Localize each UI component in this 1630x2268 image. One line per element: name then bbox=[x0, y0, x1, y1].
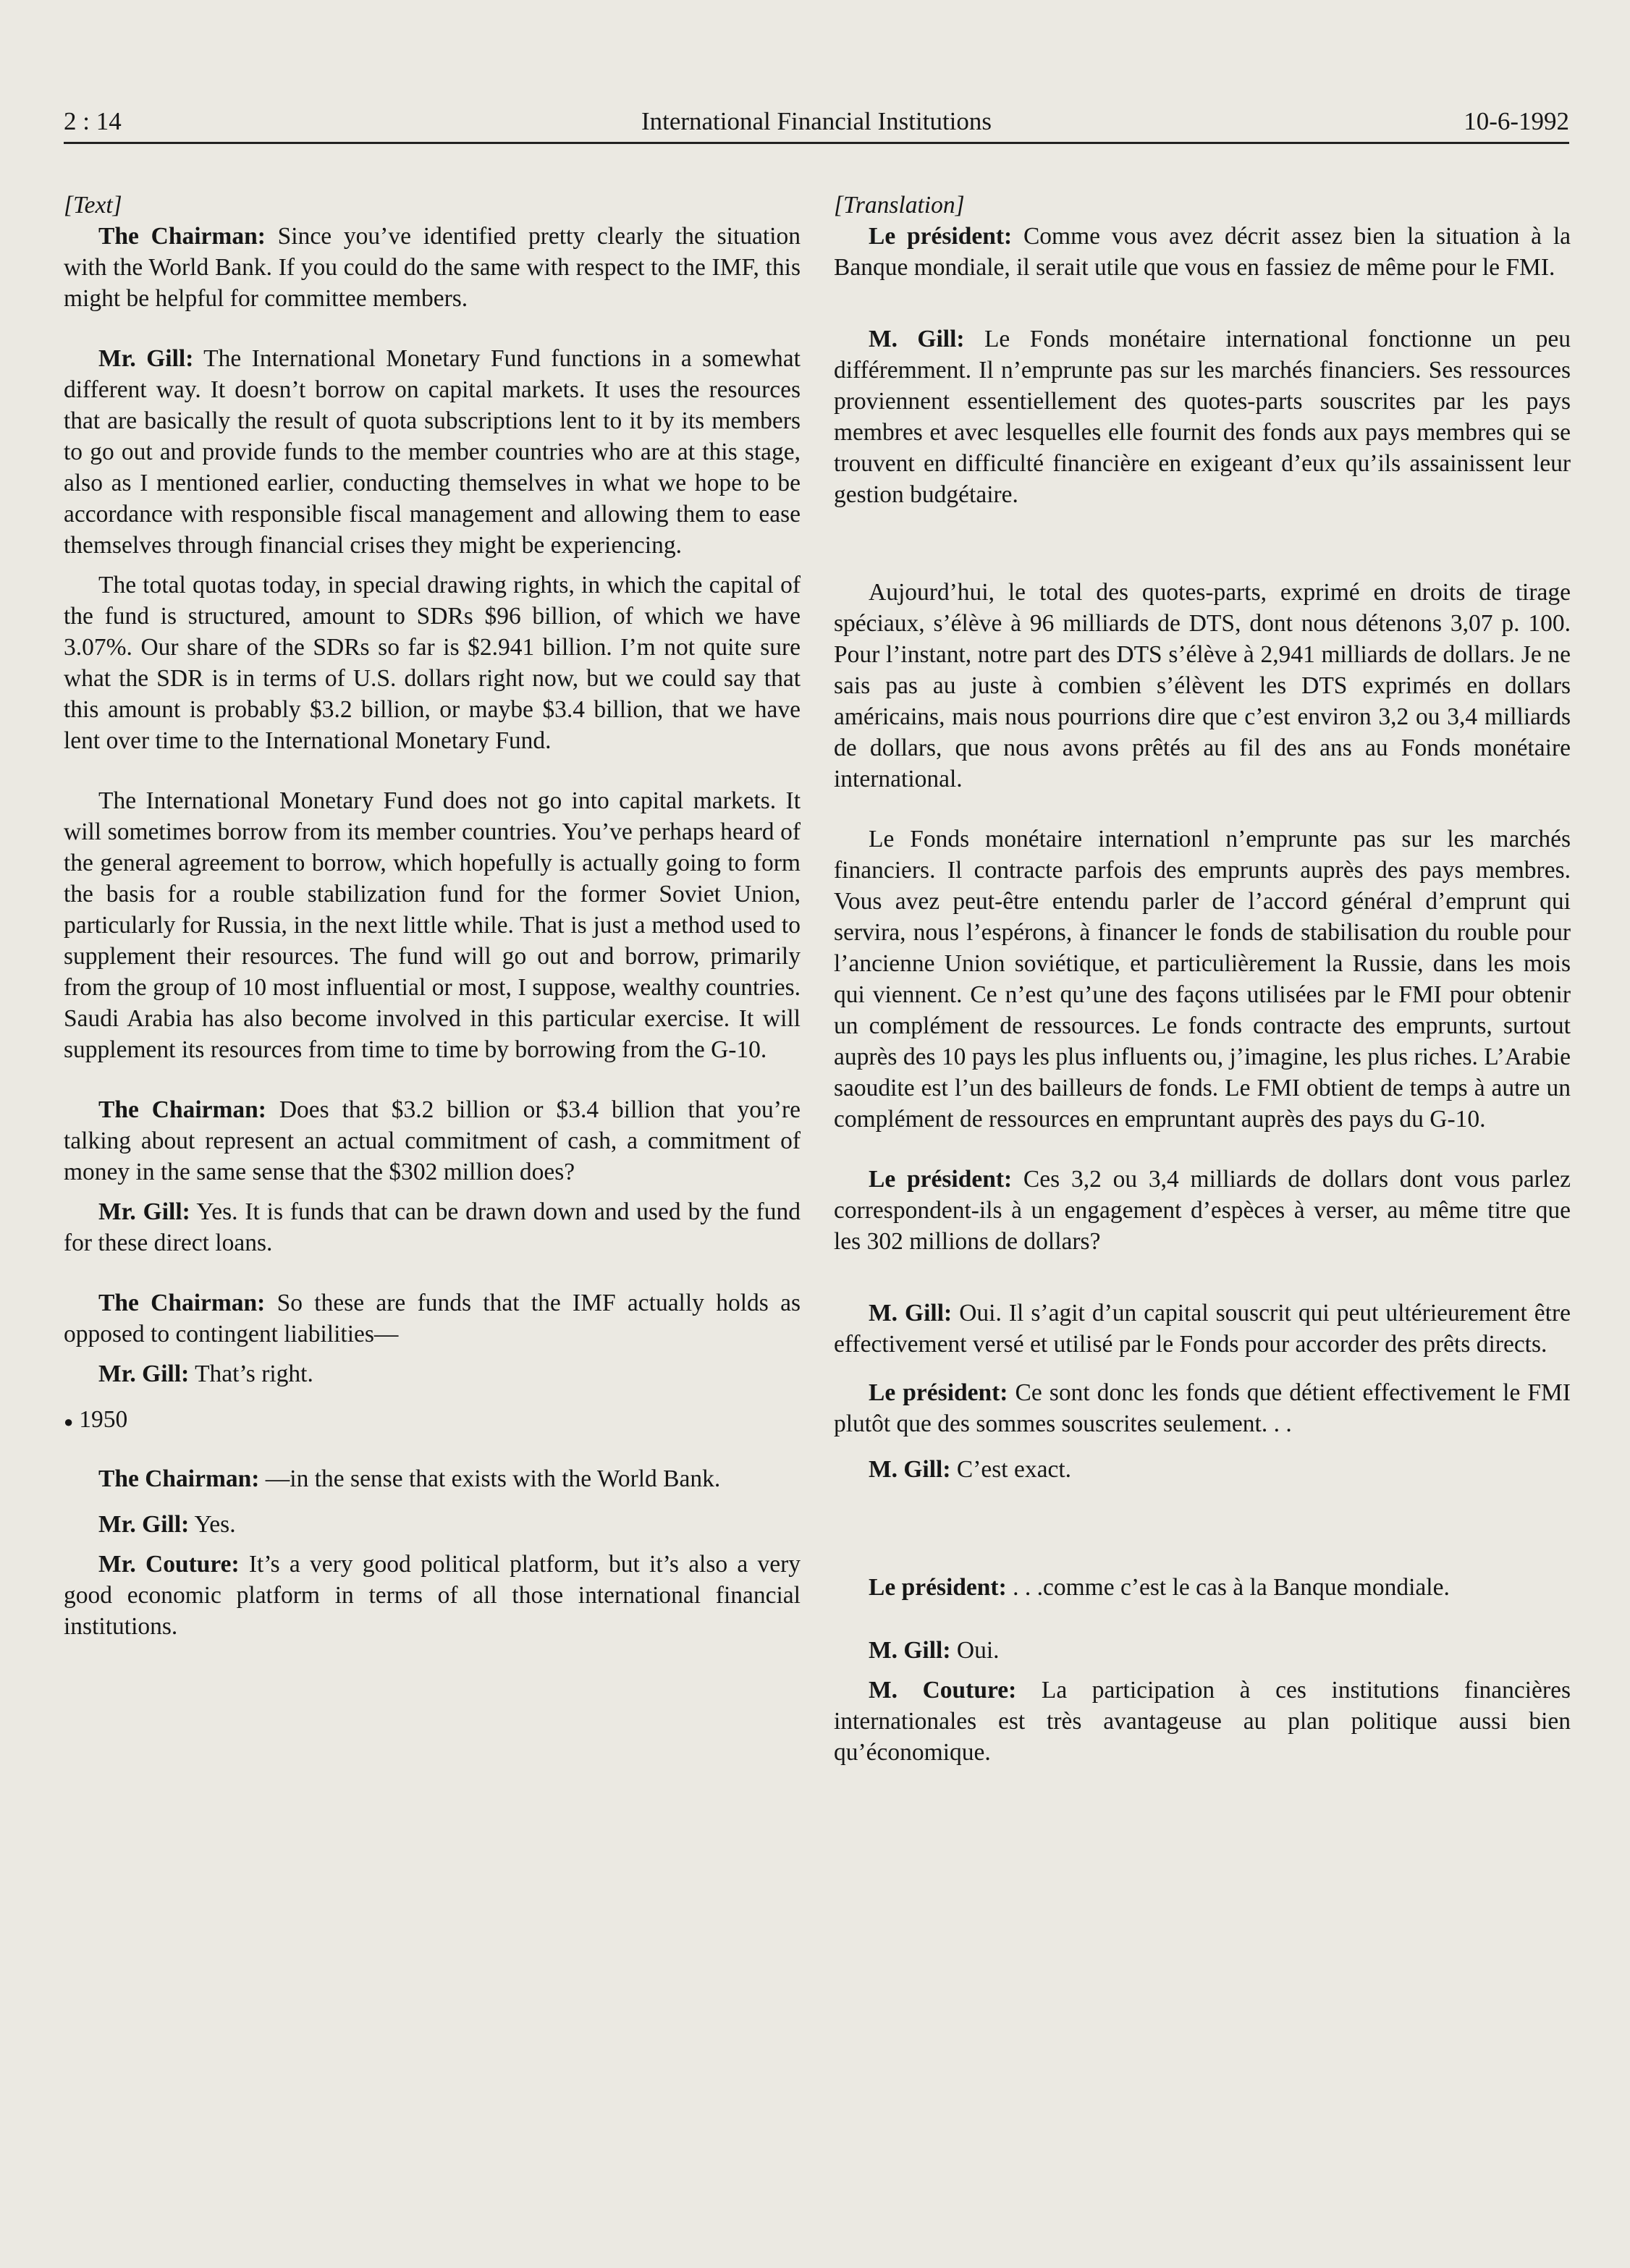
french-column bbox=[834, 190, 1571, 1768]
paragraph-text: The International Monetary Fund functions in a somewhat different way. It doesn’t borrow on capital markets. It uses the resources that are basically the result of quota subscriptions lent to it by its members to go out and provide funds to the member countries who are at this stage, also as I mentioned earlier, conducting themselves in what we hope to be accordance with responsible fiscal management and allowing them to ease themselves through financial crises they might be experiencing. bbox=[64, 345, 801, 559]
paragraph-text: C’est exact. bbox=[950, 1456, 1072, 1483]
paragraph bbox=[834, 1572, 1571, 1603]
paragraph-text: Oui. Il s’agit d’un capital souscrit qui peut ultérieurement être effectivement versé et utilisé par le Fonds pour accorder des prêts directs. bbox=[834, 1300, 1571, 1358]
paragraph bbox=[834, 824, 1571, 1135]
time-mark-value: 1950 bbox=[79, 1406, 128, 1433]
paragraph-text: Ce sont donc les fonds que détient effectivement le FMI plutôt que des sommes souscrites seulement. . . bbox=[834, 1379, 1571, 1437]
time-mark bbox=[64, 1404, 801, 1437]
paragraph-text: Aujourd’hui, le total des quotes-parts, exprimé en droits de tirage spéciaux, s’élève à 96 milliards de DTS, dont nous détenons 3,07 p. 100. Pour l’instant, notre part des DTS s’élève à 2,941 milliards de dollars. Je ne sais pas au juste à combien s’élèvent les DTS exprimés en dollars américains, mais nous pourrions dire que c’est environ 3,2 ou 3,4 milliards de dollars, que nous avons prêtés au fil des ans au Fonds monétaire international. bbox=[834, 579, 1571, 792]
paragraph bbox=[834, 577, 1571, 795]
paragraph bbox=[64, 1287, 801, 1350]
paragraph bbox=[834, 1454, 1571, 1485]
speaker-name: The Chairman: bbox=[98, 223, 266, 250]
paragraph-text: That’s right. bbox=[189, 1361, 313, 1387]
speaker-name: M. Gill: bbox=[869, 326, 965, 352]
paragraph-text: Yes. bbox=[189, 1510, 236, 1538]
paragraph bbox=[64, 1509, 801, 1540]
paragraph-text: Oui. bbox=[950, 1637, 1000, 1664]
paragraph-text: Yes. It is funds that can be drawn down and used by the fund for these direct loans. bbox=[64, 1198, 801, 1256]
column-label: [Translation] bbox=[834, 192, 965, 219]
speaker-name: Le président: bbox=[869, 223, 1013, 250]
paragraph bbox=[64, 343, 801, 561]
speaker-name: Le président: bbox=[869, 1574, 1007, 1601]
paragraph-text: The International Monetary Fund does not go into capital markets. It will sometimes borrow from its member countries. You’ve perhaps heard of the general agreement to borrow, which hopefully is actually going to form the basis for a rouble stabilization fund for the former Soviet Union, particularly for Russia, in the next little while. That is just a method used to supplement their resources. The fund will go out and borrow, primarily from the group of 10 most influential or most, I suppose, wealthy countries. Saudi Arabia has also become involved in this particular exercise. It will supplement its resources from time to time by borrowing from the G-10. bbox=[64, 787, 801, 1063]
running-header bbox=[64, 101, 1569, 144]
paragraph-text: . . .comme c’est le cas à la Banque mondiale. bbox=[1006, 1574, 1450, 1601]
paragraph bbox=[834, 1298, 1571, 1360]
speaker-name: Mr. Gill: bbox=[98, 1361, 190, 1387]
speaker-name: Mr. Gill: bbox=[98, 1510, 190, 1538]
paragraph-text: La participation à ces institutions financières internationales est très avantageuse au plan politique aussi bien qu’économique. bbox=[834, 1677, 1571, 1766]
paragraph bbox=[834, 1635, 1571, 1666]
speaker-name: The Chairman: bbox=[98, 1465, 260, 1492]
speaker-name: M. Gill: bbox=[869, 1456, 951, 1483]
paragraph bbox=[834, 221, 1571, 283]
speaker-name: Mr. Couture: bbox=[98, 1550, 240, 1578]
paragraph bbox=[64, 1358, 801, 1389]
paragraph-text: The total quotas today, in special drawing rights, in which the capital of the fund is structured, amount to SDRs $96 billion, of which we have 3.07%. Our share of the SDRs so far is $2.941 billion. I’m not quite sure what the SDR is in terms of U.S. dollars right now, but we could say that this amount is probably $3.2 billion, or maybe $3.4 billion, that we have lent over time to the International Monetary Fund. bbox=[64, 572, 801, 754]
paragraph-text: Le Fonds monétaire international fonctionne un peu différemment. Il n’emprunte pas sur les marchés financiers. Ses ressources proviennent essentiellement des quotes-parts souscrites par les pays membres et avec lesquelles elle fournit des fonds aux pays membres qui se trouvent en difficulté financière en exigeant d’eux qu’ils assainissent leur gestion budgétaire. bbox=[834, 326, 1571, 508]
column-label: [Text] bbox=[64, 192, 122, 219]
speaker-name: M. Gill: bbox=[869, 1637, 951, 1664]
paragraph-text: Ces 3,2 ou 3,4 milliards de dollars dont vous parlez correspondent-ils à un engagement d’espèces à verser, au même titre que les 302 millions de dollars? bbox=[834, 1166, 1571, 1255]
speaker-name: The Chairman: bbox=[98, 1096, 266, 1123]
paragraph bbox=[834, 323, 1571, 510]
paragraph bbox=[64, 1196, 801, 1258]
paragraph bbox=[64, 1094, 801, 1188]
speaker-name: Mr. Gill: bbox=[98, 1198, 190, 1225]
speaker-name: M. Gill: bbox=[869, 1300, 953, 1326]
paragraph-text: —in the sense that exists with the World Bank. bbox=[259, 1465, 721, 1492]
paragraph-text: Comme vous avez décrit assez bien la situation à la Banque mondiale, il serait utile que vous en fassiez de même pour le FMI. bbox=[834, 223, 1571, 281]
paragraph bbox=[64, 785, 801, 1065]
paragraph-text: So these are funds that the IMF actually holds as opposed to contingent liabilities— bbox=[64, 1290, 801, 1347]
paragraph bbox=[834, 1675, 1571, 1768]
bullet-icon: ● bbox=[64, 1412, 74, 1431]
paragraph bbox=[64, 1549, 801, 1642]
english-column bbox=[64, 190, 801, 1642]
paragraph-text: Does that $3.2 billion or $3.4 billion that you’re talking about represent an actual commitment of cash, a commitment of money in the same sense that the $302 million does? bbox=[64, 1096, 801, 1185]
paragraph bbox=[834, 1377, 1571, 1439]
paragraph bbox=[64, 1463, 801, 1494]
speaker-name: Mr. Gill: bbox=[98, 345, 194, 372]
paragraph-text: Since you’ve identified pretty clearly the situation with the World Bank. If you could do the same with respect to the IMF, this might be helpful for committee members. bbox=[64, 223, 801, 312]
paragraph bbox=[64, 570, 801, 756]
speaker-name: Le président: bbox=[869, 1379, 1008, 1406]
speaker-name: M. Couture: bbox=[869, 1677, 1017, 1704]
speaker-name: Le président: bbox=[869, 1166, 1013, 1193]
publication-title: International Financial Institutions bbox=[641, 107, 992, 135]
speaker-name: The Chairman: bbox=[98, 1290, 266, 1316]
header-date: 10-6-1992 bbox=[1464, 107, 1569, 135]
paragraph bbox=[834, 1164, 1571, 1257]
page-number: 2 : 14 bbox=[64, 107, 122, 135]
paragraph-text: Le Fonds monétaire internationl n’emprunte pas sur les marchés financiers. Il contracte parfois des emprunts auprès des pays membres. Vous avez peut-être entendu parler de l’accord général d’emprunt qui servira, nous l’espérons, à financer le fonds de stabilisation du rouble pour l’ancienne Union soviétique, et particulièrement la Russie, dans les mois qui viennent. Ce n’est qu’une des façons utilisées par le FMI pour obtenir un complément de ressources. Le fonds contracte des emprunts, surtout auprès des 10 pays les plus influents ou, j’imagine, les plus riches. L’Arabie saoudite est l’un des bailleurs de fonds. Le FMI obtient de temps à autre un complément de ressources en empruntant auprès des pays du G-10. bbox=[834, 826, 1571, 1133]
paragraph bbox=[64, 221, 801, 314]
paragraph-text: It’s a very good political platform, but it’s also a very good economic platform in terms of all those international financial institutions. bbox=[64, 1550, 801, 1640]
